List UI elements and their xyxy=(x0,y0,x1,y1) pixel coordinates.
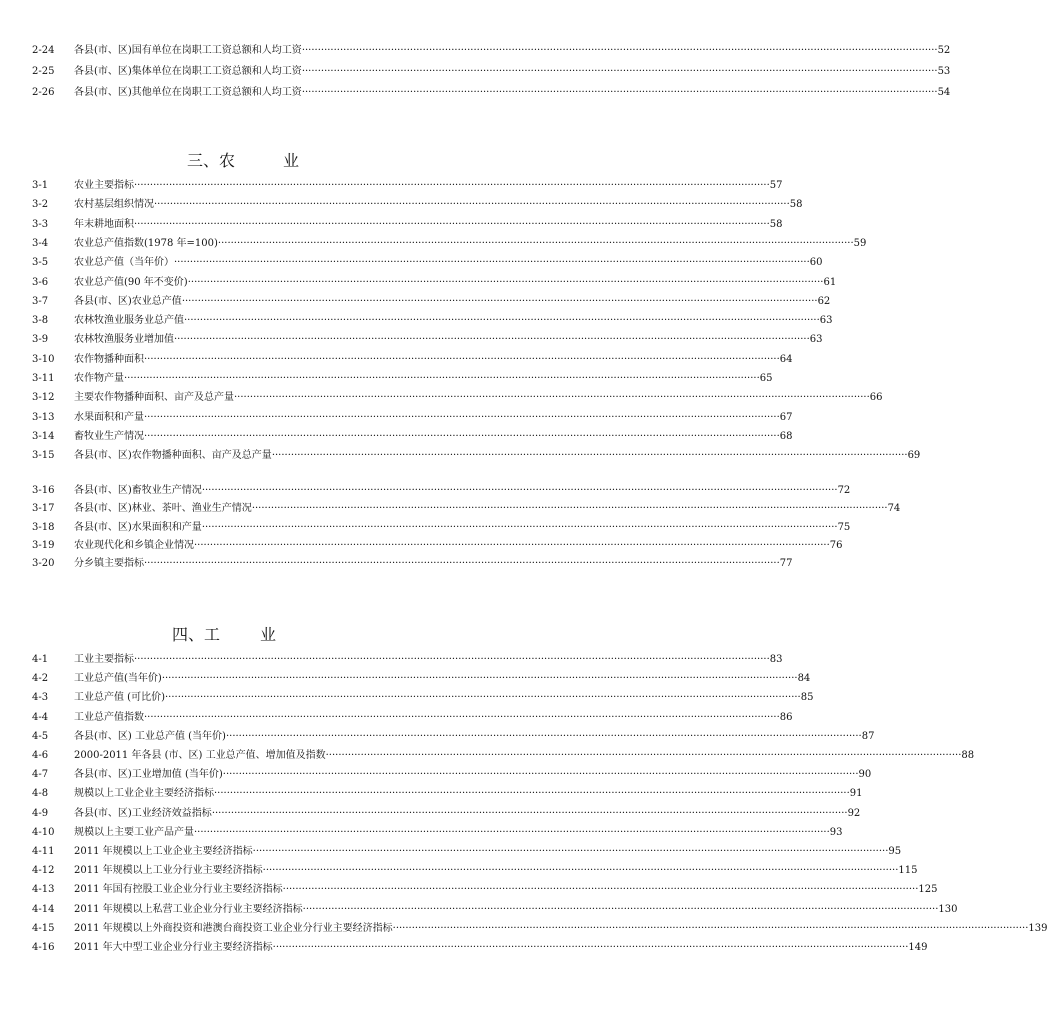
toc-entry-title: 2011 年规模以上工业企业主要经济指标 xyxy=(74,846,253,857)
toc-entry-page: 62 xyxy=(817,295,831,307)
toc-entry-number: 3-3 xyxy=(32,218,49,230)
dot-leader: ········································································································································································································ xyxy=(214,788,850,800)
toc-entry[interactable] xyxy=(32,747,975,765)
toc-entry[interactable] xyxy=(32,447,921,465)
dot-leader: ········································································································································································································ xyxy=(392,922,1029,934)
toc-entry-title: 各县(市、区)农业总产值 xyxy=(74,295,182,307)
dot-leader: ········································································································································································································ xyxy=(194,539,830,551)
toc-entry-page: 59 xyxy=(853,237,867,249)
dot-leader: ········································································································································································································ xyxy=(252,846,889,857)
toc-entry[interactable] xyxy=(32,500,901,518)
toc-entry-title: 规模以上主要工业产品产量 xyxy=(74,826,194,838)
toc-entry[interactable] xyxy=(32,63,951,81)
toc-entry-page: 84 xyxy=(797,673,811,685)
toc-entry[interactable] xyxy=(32,709,793,727)
toc-entry-page: 75 xyxy=(837,521,851,533)
toc-entry-title: 工业总产值(当年价) xyxy=(74,673,162,685)
dot-leader: ········································································································································································································ xyxy=(134,180,770,191)
toc-entry-title: 各县(市、区)农作物播种面积、亩产及总产量 xyxy=(74,450,272,462)
toc-entry[interactable] xyxy=(32,389,883,407)
toc-entry-number: 3-5 xyxy=(32,257,49,269)
toc-entry-page: 65 xyxy=(759,373,773,384)
toc-entry-title: 农村基层组织情况 xyxy=(74,199,154,211)
toc-entry-number: 4-8 xyxy=(32,788,49,800)
toc-entry-title: 农作物产量 xyxy=(74,373,124,384)
toc-entry[interactable] xyxy=(32,351,793,369)
toc-entry-number: 4-4 xyxy=(32,711,49,723)
toc-entry-page: 83 xyxy=(769,654,783,665)
toc-entry-page: 69 xyxy=(907,450,921,462)
toc-entry-title: 主要农作物播种面积、亩产及总产量 xyxy=(74,392,234,404)
dot-leader: ········································································································································································································ xyxy=(211,807,848,819)
toc-entry-title: 各县(市、区)国有单位在岗职工工资总额和人均工资 xyxy=(74,45,302,56)
dot-leader: ········································································································································································································ xyxy=(174,334,810,346)
toc-entry-number: 3-16 xyxy=(32,485,55,496)
toc-entry-number: 4-7 xyxy=(32,769,49,781)
toc-entry-page: 76 xyxy=(829,539,843,551)
toc-entry-number: 2-26 xyxy=(32,87,55,98)
toc-entry-title: 2011 年国有控股工业企业分行业主要经济指标 xyxy=(74,884,283,896)
dot-leader: ········································································································································································································ xyxy=(164,692,801,704)
toc-entry-title: 各县(市、区)畜牧业生产情况 xyxy=(74,485,202,496)
toc-entry-page: 68 xyxy=(779,430,793,442)
dot-leader: ········································································································································································································ xyxy=(282,884,919,896)
dot-leader: ········································································································································································································ xyxy=(201,485,838,496)
toc-entry[interactable] xyxy=(32,824,843,842)
toc-entry[interactable] xyxy=(32,843,902,861)
toc-entry-page: 93 xyxy=(829,826,843,838)
toc-entry-page: 74 xyxy=(887,503,901,515)
toc-entry-title: 农业主要指标 xyxy=(74,180,134,191)
dot-leader: ········································································································································································································ xyxy=(144,558,780,570)
dot-leader: ········································································································································································································ xyxy=(272,942,909,953)
toc-entry-number: 4-15 xyxy=(32,922,55,934)
toc-entry-page: 67 xyxy=(779,411,793,423)
toc-entry-page: 58 xyxy=(769,218,783,230)
toc-entry[interactable] xyxy=(32,862,918,880)
toc-entry-page: 63 xyxy=(809,334,823,346)
toc-entry-title: 2000-2011 年各县 (市、区) 工业总产值、增加值及指数 xyxy=(74,750,326,761)
toc-entry-number: 3-13 xyxy=(32,411,55,423)
toc-entry-number: 3-15 xyxy=(32,450,55,462)
toc-entry-page: 86 xyxy=(779,711,793,723)
toc-entry-page: 60 xyxy=(809,257,823,269)
toc-entry-title: 各县(市、区) 工业总产值 (当年价) xyxy=(74,730,226,742)
dot-leader: ········································································································································································································ xyxy=(144,353,780,365)
dot-leader: ········································································································································································································ xyxy=(161,673,798,685)
toc-entry-page: 125 xyxy=(918,884,938,896)
section-heading-agriculture xyxy=(187,148,299,171)
toc-entry-title: 2011 年规模以上外商投资和港澳台商投资工业企业分行业主要经济指标 xyxy=(74,922,393,934)
toc-entry-title: 工业总产值 (可比价) xyxy=(74,692,165,704)
toc-entry-number: 4-6 xyxy=(32,750,49,761)
toc-entry-title: 各县(市、区)集体单位在岗职工工资总额和人均工资 xyxy=(74,66,302,77)
toc-entry-title: 2011 年规模以上私营工业企业分行业主要经济指标 xyxy=(74,903,303,915)
toc-entry-page: 85 xyxy=(800,692,814,704)
toc-entry-page: 91 xyxy=(849,788,863,800)
section-title: 四、工 xyxy=(172,625,221,644)
toc-entry[interactable] xyxy=(32,482,851,500)
toc-entry-page: 92 xyxy=(847,807,861,819)
toc-entry-title: 农业总产值指数(1978 年=100) xyxy=(74,237,218,249)
toc-entry[interactable] xyxy=(32,689,814,707)
section-heading-industry xyxy=(172,622,276,645)
toc-entry-title: 2011 年大中型工业企业分行业主要经济指标 xyxy=(74,942,273,953)
toc-entry-page: 77 xyxy=(779,558,793,570)
toc-entry[interactable] xyxy=(32,785,863,803)
toc-entry-title: 水果面积和产量 xyxy=(74,411,144,423)
toc-entry-title: 工业总产值指数 xyxy=(74,711,144,723)
toc-entry[interactable] xyxy=(32,881,938,899)
toc-entry-number: 4-9 xyxy=(32,807,49,819)
dot-leader: ········································································································································································································ xyxy=(301,87,938,98)
toc-entry[interactable] xyxy=(32,728,875,746)
toc-entry[interactable] xyxy=(32,805,861,823)
toc-entry-title: 各县(市、区)工业经济效益指标 xyxy=(74,807,212,819)
toc-entry-number: 4-2 xyxy=(32,673,49,685)
toc-entry-title: 各县(市、区)工业增加值 (当年价) xyxy=(74,769,223,781)
toc-entry-number: 2-25 xyxy=(32,66,55,77)
toc-entry[interactable] xyxy=(32,555,793,573)
dot-leader: ········································································································································································································ xyxy=(194,826,830,838)
dot-leader: ········································································································································································································ xyxy=(325,750,962,761)
toc-entry-page: 115 xyxy=(898,865,918,877)
dot-leader: ········································································································································································································ xyxy=(201,521,838,533)
toc-entry-title: 农业现代化和乡镇企业情况 xyxy=(74,539,194,551)
toc-entry-title: 各县(市、区)其他单位在岗职工工资总额和人均工资 xyxy=(74,87,302,98)
dot-leader: ········································································································································································································ xyxy=(217,237,854,249)
toc-entry-number: 3-19 xyxy=(32,539,55,551)
toc-entry-page: 139 xyxy=(1028,922,1047,934)
toc-entry-title: 农林牧渔业服务业总产值 xyxy=(74,315,184,327)
dot-leader: ········································································································································································································ xyxy=(234,392,870,404)
toc-entry-number: 2-24 xyxy=(32,45,55,56)
toc-entry-number: 3-7 xyxy=(32,295,49,307)
dot-leader: ········································································································································································································ xyxy=(174,257,810,269)
toc-entry-page: 52 xyxy=(937,45,951,56)
toc-entry-number: 3-11 xyxy=(32,373,55,384)
toc-entry-page: 58 xyxy=(789,199,803,211)
toc-entry-page: 53 xyxy=(937,66,951,77)
dot-leader: ········································································································································································································ xyxy=(181,295,818,307)
dot-leader: ········································································································································································································ xyxy=(154,199,790,211)
toc-entry-number: 3-12 xyxy=(32,392,55,404)
toc-entry-title: 农作物播种面积 xyxy=(74,353,144,365)
toc-entry-number: 4-10 xyxy=(32,826,55,838)
toc-entry-title: 年末耕地面积 xyxy=(74,218,134,230)
toc-entry-page: 72 xyxy=(837,485,851,496)
toc-entry-number: 4-13 xyxy=(32,884,55,896)
toc-entry[interactable] xyxy=(32,409,793,427)
toc-entry-number: 3-17 xyxy=(32,503,55,515)
toc-entry[interactable] xyxy=(32,939,928,957)
toc-entry-page: 90 xyxy=(858,769,872,781)
toc-entry-title: 2011 年规模以上工业分行业主要经济指标 xyxy=(74,865,263,877)
toc-entry-number: 3-18 xyxy=(32,521,55,533)
toc-entry[interactable] xyxy=(32,537,843,555)
toc-entry-title: 农林牧渔服务业增加值 xyxy=(74,334,174,346)
toc-entry[interactable] xyxy=(32,370,773,388)
section-title-tail: 业 xyxy=(260,625,277,644)
toc-entry-number: 4-12 xyxy=(32,865,55,877)
toc-entry[interactable] xyxy=(32,901,958,919)
toc-entry-title: 各县(市、区)林业、茶叶、渔业生产情况 xyxy=(74,503,252,515)
toc-entry[interactable] xyxy=(32,42,951,60)
toc-entry-page: 149 xyxy=(908,942,928,953)
toc-entry-page: 66 xyxy=(869,392,883,404)
toc-entry[interactable] xyxy=(32,84,951,102)
toc-entry[interactable] xyxy=(32,920,1047,938)
toc-entry-number: 4-11 xyxy=(32,846,55,857)
section-title-tail: 业 xyxy=(283,151,300,170)
toc-entry[interactable] xyxy=(32,177,783,195)
toc-entry[interactable] xyxy=(32,312,833,330)
toc-entry-number: 4-5 xyxy=(32,730,49,742)
dot-leader: ········································································································································································································ xyxy=(144,711,780,723)
toc-entry[interactable] xyxy=(32,670,811,688)
dot-leader: ········································································································································································································ xyxy=(271,450,908,462)
toc-entry[interactable] xyxy=(32,274,837,292)
toc-entry-title: 农业总产值（当年价） xyxy=(74,257,174,269)
toc-entry-number: 4-14 xyxy=(32,903,55,915)
toc-entry-title: 畜牧业生产情况 xyxy=(74,430,144,442)
toc-entry-page: 130 xyxy=(938,903,958,915)
toc-entry-title: 各县(市、区)水果面积和产量 xyxy=(74,521,202,533)
toc-entry-number: 3-14 xyxy=(32,430,55,442)
toc-entry-title: 规模以上工业企业主要经济指标 xyxy=(74,788,214,800)
toc-entry-number: 3-8 xyxy=(32,315,49,327)
dot-leader: ········································································································································································································ xyxy=(222,769,859,781)
toc-entry-page: 54 xyxy=(937,87,951,98)
toc-entry[interactable] xyxy=(32,331,823,349)
toc-entry[interactable] xyxy=(32,428,793,446)
toc-entry-number: 3-2 xyxy=(32,199,49,211)
toc-entry-page: 63 xyxy=(819,315,833,327)
dot-leader: ········································································································································································································ xyxy=(262,865,899,877)
toc-entry[interactable] xyxy=(32,216,783,234)
dot-leader: ········································································································································································································ xyxy=(302,903,939,915)
toc-entry[interactable] xyxy=(32,766,872,784)
toc-entry-number: 3-20 xyxy=(32,558,55,570)
dot-leader: ········································································································································································································ xyxy=(301,66,938,77)
toc-entry-number: 4-3 xyxy=(32,692,49,704)
toc-entry-number: 3-1 xyxy=(32,180,49,191)
toc-entry-number: 4-16 xyxy=(32,942,55,953)
dot-leader: ········································································································································································································ xyxy=(251,503,888,515)
toc-entry-page: 57 xyxy=(769,180,783,191)
toc-entry-page: 88 xyxy=(961,750,975,761)
dot-leader: ········································································································································································································ xyxy=(187,276,824,288)
toc-entry-page: 87 xyxy=(861,730,875,742)
toc-entry-page: 64 xyxy=(779,353,793,365)
dot-leader: ········································································································································································································ xyxy=(144,430,780,442)
toc-entry-page: 95 xyxy=(888,846,902,857)
toc-entry-title: 分乡镇主要指标 xyxy=(74,558,144,570)
dot-leader: ········································································································································································································ xyxy=(225,730,862,742)
dot-leader: ········································································································································································································ xyxy=(124,373,760,384)
toc-entry-number: 3-10 xyxy=(32,353,55,365)
toc-entry-title: 农业总产值(90 年不变价) xyxy=(74,276,188,288)
toc-entry[interactable] xyxy=(32,651,783,669)
dot-leader: ········································································································································································································ xyxy=(134,654,770,665)
dot-leader: ········································································································································································································ xyxy=(184,315,820,327)
toc-entry[interactable] xyxy=(32,235,867,253)
toc-entry-number: 3-4 xyxy=(32,237,49,249)
toc-entry[interactable] xyxy=(32,293,831,311)
dot-leader: ········································································································································································································ xyxy=(144,411,780,423)
toc-entry-title: 工业主要指标 xyxy=(74,654,134,665)
toc-entry[interactable] xyxy=(32,196,803,214)
toc-entry-page: 61 xyxy=(823,276,837,288)
toc-entry-number: 3-6 xyxy=(32,276,49,288)
dot-leader: ········································································································································································································ xyxy=(134,218,770,230)
toc-entry-number: 4-1 xyxy=(32,654,49,665)
toc-entry[interactable] xyxy=(32,254,823,272)
dot-leader: ········································································································································································································ xyxy=(301,45,938,56)
toc-entry-number: 3-9 xyxy=(32,334,49,346)
toc-entry[interactable] xyxy=(32,519,851,537)
section-title: 三、农 xyxy=(187,151,236,170)
